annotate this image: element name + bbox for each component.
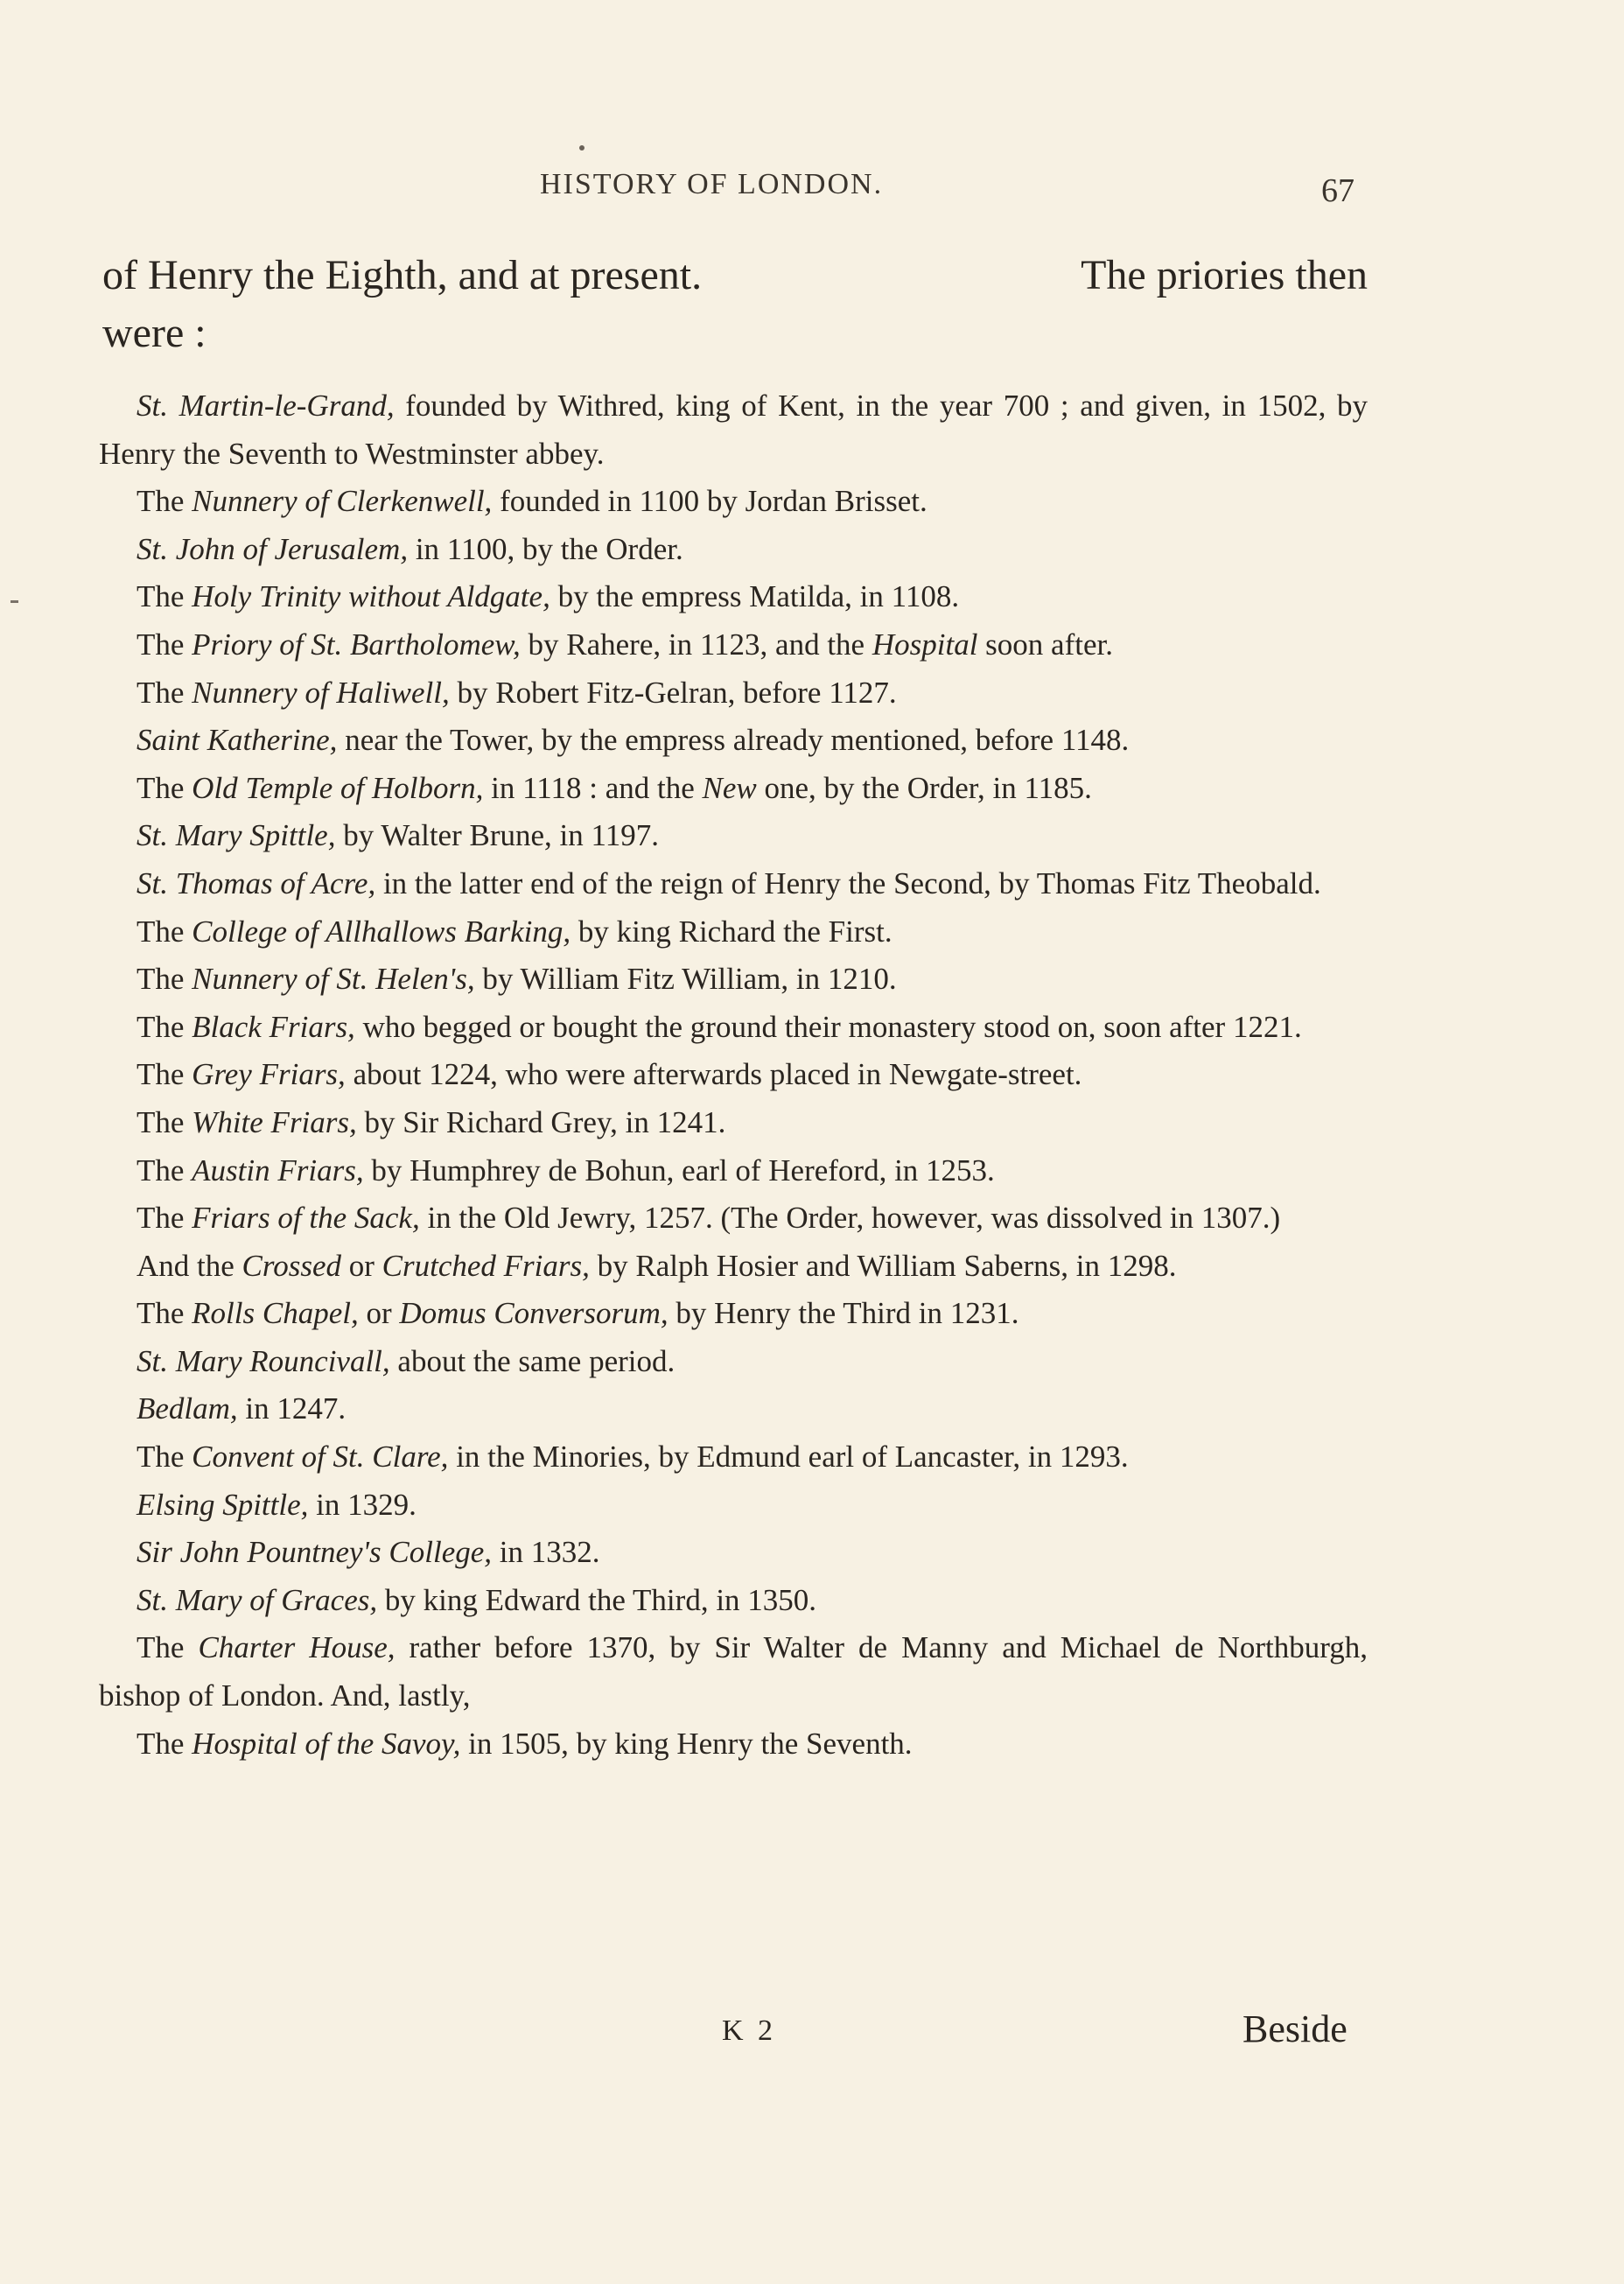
priory-name: St. Mary of Graces, — [136, 1582, 378, 1617]
entry-text: by Sir Richard Grey, in 1241. — [356, 1104, 726, 1139]
signature-mark: K 2 — [722, 2014, 777, 2047]
priory-name: Saint Katherine, — [136, 723, 338, 758]
entry-text: in 1100, by the Order. — [408, 531, 683, 566]
entry-text: in 1329. — [308, 1487, 416, 1522]
entry-text: The — [136, 1296, 192, 1331]
priory-entry — [99, 765, 1368, 813]
priory-name: College of Allhallows Barking, — [192, 914, 571, 949]
entry-text: in 1247. — [237, 1391, 346, 1426]
priory-name: St. John of Jerusalem, — [136, 531, 409, 566]
entry-text: founded by Withred, king of Kent, in the year 700 ; and given, in 1502, by Henry the Seventh to Westminster abbey. — [99, 389, 1368, 471]
priory-name: St. Mary Spittle, — [136, 818, 336, 853]
priory-name: Convent of St. Clare, — [192, 1440, 449, 1475]
priory-entry — [99, 1147, 1368, 1195]
running-head: HISTORY OF LONDON. — [540, 168, 884, 200]
priory-entry — [99, 1338, 1368, 1386]
priory-entry — [99, 717, 1368, 765]
entry-text: by Rahere, in 1123, and the — [520, 627, 872, 662]
priory-name: Elsing Spittle, — [136, 1487, 309, 1522]
priory-name: Charter House, — [198, 1630, 396, 1665]
priory-entry — [99, 1529, 1368, 1577]
entry-text: who begged or bought the ground their monastery stood on, soon after 1221. — [354, 1009, 1302, 1044]
entry-text: And the — [136, 1248, 242, 1283]
entry-text: The — [136, 1104, 192, 1139]
priories-list — [99, 382, 1368, 1768]
entry-text: in the latter end of the reign of Henry the Second, by Thomas Fitz Theobald. — [375, 865, 1321, 900]
priory-name: Nunnery of Clerkenwell, — [192, 484, 493, 519]
entry-text: by Ralph Hosier and William Saberns, in 1298. — [589, 1248, 1177, 1283]
priory-entry — [99, 1577, 1368, 1625]
priory-entry — [99, 956, 1368, 1004]
priory-name: White Friars, — [192, 1104, 357, 1139]
priory-entry — [99, 860, 1368, 908]
priory-name: Hospital — [872, 627, 978, 662]
entry-text: The — [136, 1009, 192, 1044]
entry-text: by Walter Brune, in 1197. — [335, 818, 659, 853]
priory-name: St. Thomas of Acre, — [136, 865, 376, 900]
priory-entry — [99, 478, 1368, 526]
entry-text: in 1118 : and the — [483, 770, 703, 805]
entry-text: by the empress Matilda, in 1108. — [550, 579, 960, 614]
priory-entry — [99, 1243, 1368, 1291]
priory-name: Domus Conversorum, — [399, 1296, 668, 1331]
priory-name: Nunnery of Haliwell, — [192, 675, 450, 710]
entry-text: soon after. — [977, 627, 1113, 662]
priory-entry — [99, 382, 1368, 478]
priory-name: St. Mary Rouncivall, — [136, 1343, 390, 1378]
priory-name: Friars of the Sack, — [192, 1201, 420, 1236]
entry-text: The — [136, 770, 192, 805]
priory-entry — [99, 1433, 1368, 1482]
entry-text: The — [136, 675, 192, 710]
entry-text: by king Richard the First. — [570, 914, 892, 949]
page-number: 67 — [1321, 172, 1354, 209]
entry-text: by king Edward the Third, in 1350. — [377, 1582, 817, 1617]
entry-text: founded in 1100 by Jordan Brisset. — [492, 484, 928, 519]
intro-line-1 — [102, 247, 1368, 305]
entry-text: by Humphrey de Bohun, earl of Hereford, in 1253. — [363, 1153, 995, 1188]
entry-text: The — [136, 1057, 192, 1092]
catchword: Beside — [1242, 2007, 1348, 2050]
entry-text: The — [136, 1440, 192, 1475]
priory-entry — [99, 621, 1368, 669]
priory-entry — [99, 908, 1368, 956]
entry-text: by Robert Fitz-Gelran, before 1127. — [449, 675, 897, 710]
margin-mark — [10, 600, 18, 603]
priory-name: St. Martin-le-Grand, — [136, 389, 395, 423]
priory-entry — [99, 669, 1368, 718]
priory-entry — [99, 1290, 1368, 1338]
priory-entry — [99, 1385, 1368, 1433]
entry-text: in the Minories, by Edmund earl of Lancaster, in 1293. — [448, 1440, 1129, 1475]
entry-text: or — [358, 1296, 400, 1331]
priory-entry — [99, 812, 1368, 860]
priory-entry — [99, 1051, 1368, 1099]
priory-name: Rolls Chapel, — [192, 1296, 359, 1331]
entry-text: The — [136, 484, 192, 519]
intro-paragraph — [102, 247, 1368, 362]
priory-name: Holy Trinity without Aldgate, — [192, 579, 550, 614]
entry-text: in the Old Jewry, 1257. (The Order, however, was dissolved in 1307.) — [419, 1201, 1281, 1236]
priory-entry — [99, 526, 1368, 574]
priory-entry — [99, 1482, 1368, 1530]
priory-name: Austin Friars, — [192, 1153, 364, 1188]
entry-text: about the same period. — [389, 1343, 676, 1378]
entry-text: in 1332. — [492, 1535, 600, 1570]
priory-name: Grey Friars, — [192, 1057, 346, 1092]
intro-line-1-part-a: of Henry the Eighth, and at present. — [102, 252, 703, 298]
priory-name: New — [702, 770, 757, 805]
priory-name: Crossed — [242, 1248, 341, 1283]
entry-text: in 1505, by king Henry the Seventh. — [460, 1726, 913, 1761]
entry-text: The — [136, 1201, 192, 1236]
entry-text: one, by the Order, in 1185. — [756, 770, 1092, 805]
entry-text: about 1224, who were afterwards placed in Newgate-street. — [345, 1057, 1082, 1092]
entry-text: The — [136, 627, 192, 662]
entry-text: near the Tower, by the empress already mentioned, before 1148. — [337, 723, 1130, 758]
priory-name: Bedlam, — [136, 1391, 238, 1426]
priory-entry — [99, 1004, 1368, 1052]
priory-entry — [99, 573, 1368, 621]
priory-name: Crutched Friars, — [382, 1248, 590, 1283]
entry-text: The — [136, 1153, 192, 1188]
entry-text: The — [136, 1630, 199, 1665]
priory-entry — [99, 1195, 1368, 1243]
priory-entry — [99, 1624, 1368, 1720]
entry-text: by William Fitz William, in 1210. — [474, 962, 897, 997]
entry-text: or — [341, 1248, 382, 1283]
entry-text: The — [136, 914, 192, 949]
priory-name: Black Friars, — [192, 1009, 355, 1044]
entry-text: by Henry the Third in 1231. — [668, 1296, 1019, 1331]
entry-text: The — [136, 962, 192, 997]
entry-text: The — [136, 579, 192, 614]
priory-entry — [99, 1099, 1368, 1147]
priory-name: Priory of St. Bartholomew, — [192, 627, 521, 662]
priory-name: Sir John Pountney's College, — [136, 1535, 493, 1570]
intro-line-2: were : — [102, 310, 206, 356]
priory-entry — [99, 1720, 1368, 1769]
priory-name: Nunnery of St. Helen's, — [192, 962, 475, 997]
priory-name: Old Temple of Holborn, — [192, 770, 484, 805]
entry-text: The — [136, 1726, 192, 1761]
intro-line-1-part-b: The priories then — [1081, 252, 1368, 298]
priory-name: Hospital of the Savoy, — [192, 1726, 461, 1761]
ink-dot — [579, 145, 584, 151]
entry-text: rather before 1370, by Sir Walter de Manny and Michael de Northburgh, bishop of London. And, lastly, — [99, 1630, 1368, 1713]
